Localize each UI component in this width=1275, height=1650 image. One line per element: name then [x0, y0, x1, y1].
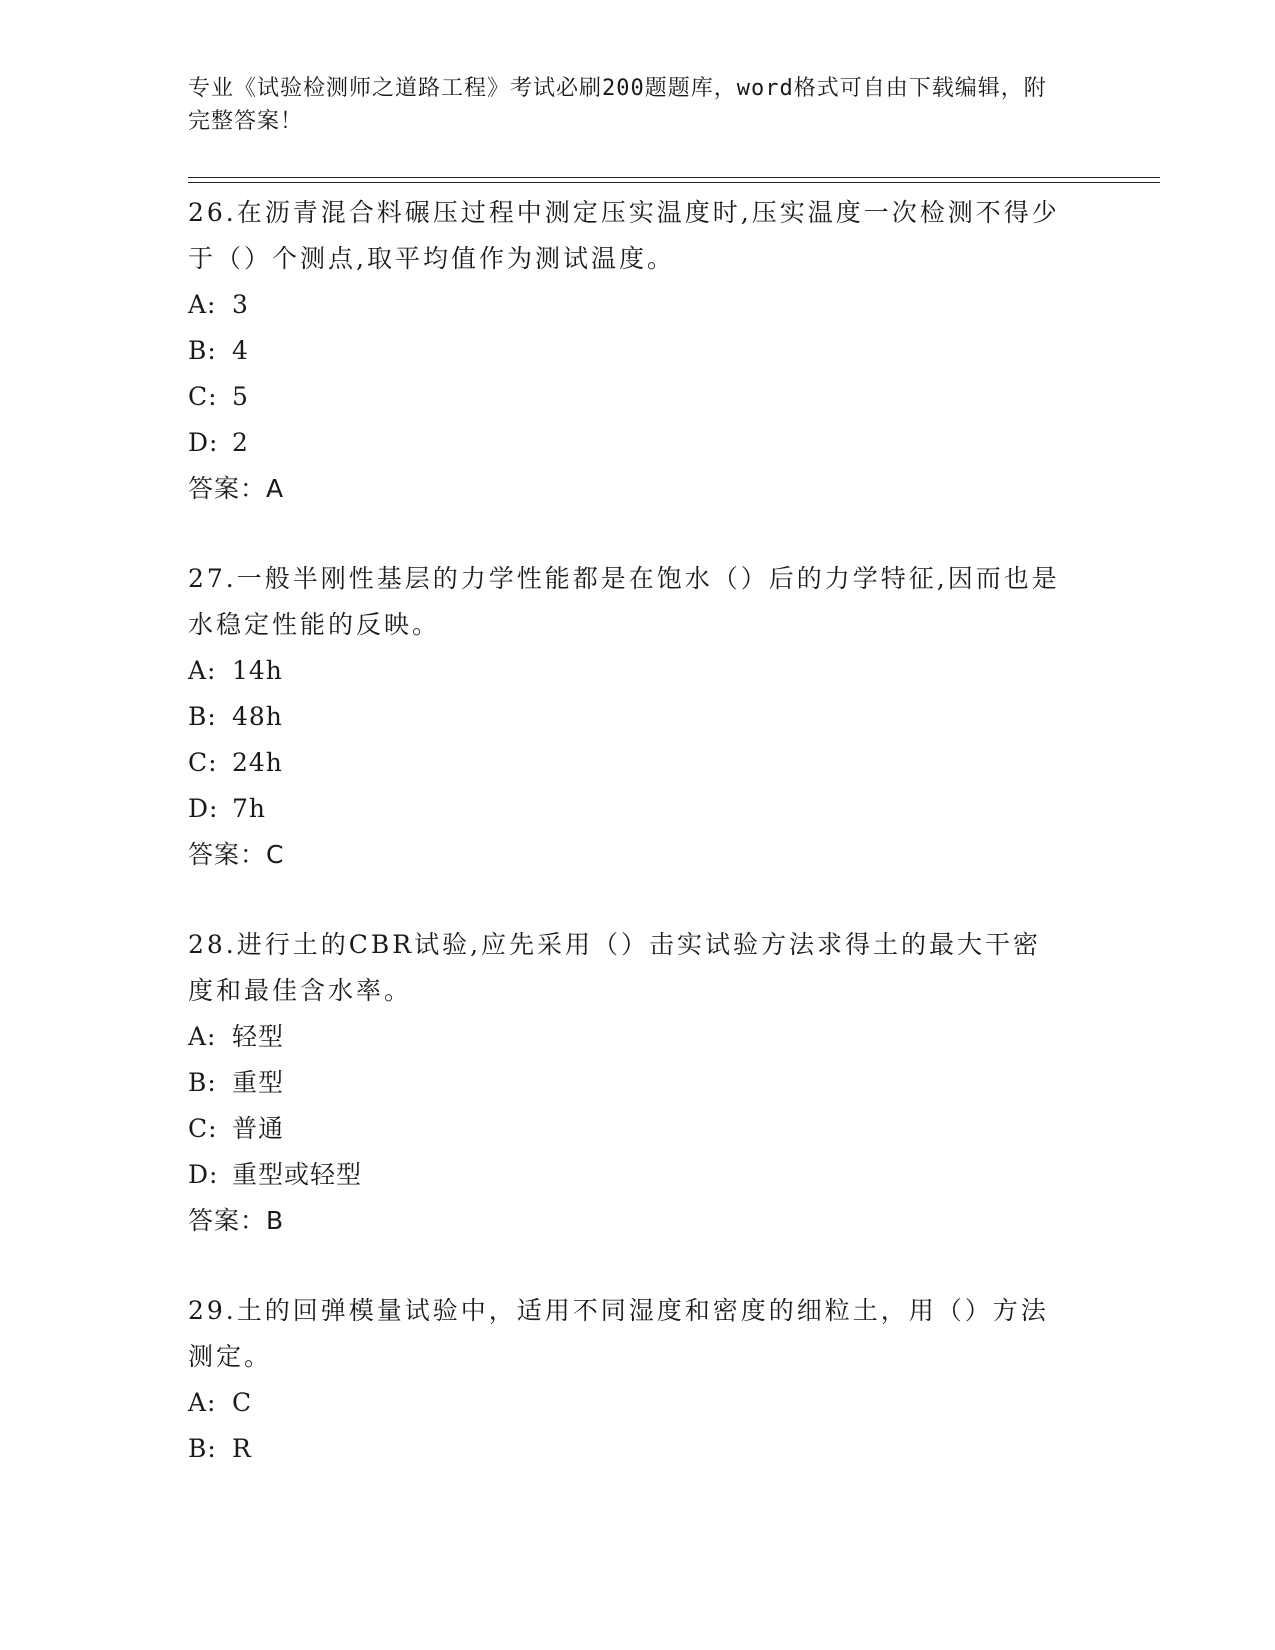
option-text: 24h [232, 748, 283, 777]
option-text: 14h [232, 656, 283, 685]
option-d [188, 786, 1088, 832]
option-c [188, 740, 1088, 786]
option-letter: B: [188, 1434, 217, 1463]
option-a [188, 1014, 1088, 1060]
option-b [188, 1060, 1088, 1106]
option-c [188, 1106, 1088, 1152]
option-d [188, 1152, 1088, 1198]
option-letter: B: [188, 1068, 217, 1097]
header-divider-top [188, 177, 1160, 178]
option-a [188, 282, 1088, 328]
option-text: 重型或轻型 [232, 1160, 363, 1189]
option-b [188, 328, 1088, 374]
question-stem: 27.一般半刚性基层的力学性能都是在饱水（）后的力学特征,因而也是水稳定性能的反映。 [188, 564, 1060, 639]
page-header: 专业《试验检测师之道路工程》考试必刷200题题库，word格式可自由下载编辑，附完整答案！ [188, 76, 1047, 134]
option-letter: B: [188, 702, 217, 731]
option-text: 3 [232, 290, 249, 319]
option-d [188, 420, 1088, 466]
option-letter: A: [188, 290, 217, 319]
option-text: 48h [232, 702, 283, 731]
option-c [188, 374, 1088, 420]
option-letter: C: [188, 1114, 218, 1143]
option-text: 5 [232, 382, 249, 411]
option-a [188, 1380, 1088, 1426]
option-b [188, 694, 1088, 740]
option-text: 7h [232, 794, 267, 823]
answer-line: 答案：C [188, 840, 285, 869]
question-29 [188, 1288, 1088, 1472]
option-text: 普通 [232, 1114, 285, 1143]
question-28 [188, 922, 1088, 1244]
option-text: 4 [232, 336, 249, 365]
option-text: C [232, 1388, 253, 1417]
question-27 [188, 556, 1088, 878]
option-a [188, 648, 1088, 694]
option-letter: B: [188, 336, 217, 365]
question-stem: 26.在沥青混合料碾压过程中测定压实温度时,压实温度一次检测不得少于（）个测点,取平均值作为测试温度。 [188, 198, 1060, 273]
option-letter: D: [188, 428, 219, 457]
option-letter: C: [188, 382, 218, 411]
question-26 [188, 190, 1088, 512]
option-b [188, 1426, 1088, 1472]
option-letter: D: [188, 1160, 219, 1189]
option-letter: C: [188, 748, 218, 777]
option-text: 2 [232, 428, 249, 457]
option-letter: A: [188, 656, 217, 685]
header-divider-bottom [188, 182, 1160, 183]
answer-line: 答案：A [188, 474, 285, 503]
option-letter: D: [188, 794, 219, 823]
question-stem: 29.土的回弹模量试验中，适用不同湿度和密度的细粒土，用（）方法测定。 [188, 1296, 1049, 1371]
option-text: 重型 [232, 1068, 285, 1097]
answer-line: 答案：B [188, 1206, 285, 1235]
option-text: R [232, 1434, 252, 1463]
option-letter: A: [188, 1022, 217, 1051]
question-stem: 28.进行土的CBR试验,应先采用（）击实试验方法求得土的最大干密度和最佳含水率。 [188, 930, 1042, 1005]
option-text: 轻型 [232, 1022, 285, 1051]
option-letter: A: [188, 1388, 217, 1417]
